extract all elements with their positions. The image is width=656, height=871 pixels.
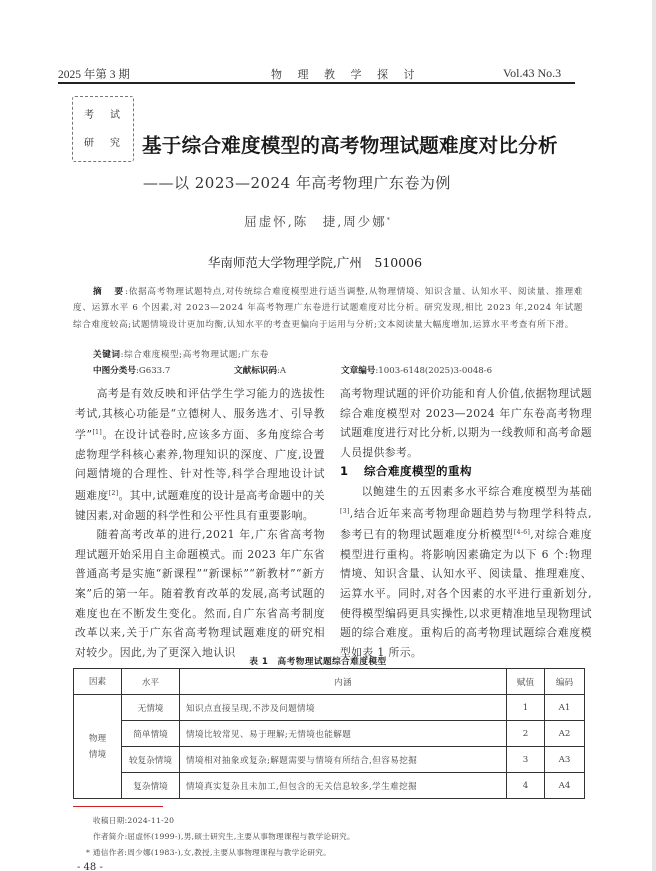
column-tag-char: 试: [110, 110, 120, 121]
header-cell: 因素: [74, 669, 122, 695]
header-divider: [58, 82, 575, 84]
level-cell: 较复杂情境: [122, 747, 180, 773]
page-edge-strip: [652, 0, 656, 871]
doc-code: [234, 364, 286, 376]
abstract-text: :依据高考物理试题特点,对传统综合难度模型进行适当调整,从物理情境、知识含量、认知水平、阅读量、推理难度、运算水平 6 个因素,对 2023—2024 年高考物理广东卷进行试题难度对比分析。研究发现,相比 2023 年,2024 年试题综合难度较高;试题情境设计更加均衡,认知水平的考查更偏向于运用与分析;文本阅读量大幅度增加,运算水平考查有所下滑。: [73, 287, 583, 330]
author-names: 屈虚怀,陈 捷,周少娜: [244, 214, 387, 229]
level-cell: 无情境: [122, 695, 180, 721]
abstract: [73, 284, 583, 333]
code-cell: A2: [545, 721, 585, 747]
body-left-column: [75, 384, 325, 662]
header-cell: 编码: [545, 669, 585, 695]
factor-cell: 物理 情境: [74, 695, 122, 799]
table-row: [74, 695, 585, 721]
authors: [0, 212, 656, 230]
paragraph: 随着高考改革的进行,2021 年,广东省高考物理试题开始采用自主命题模式。而 2023 年广东省普通高考是实施“新课程”“新课标”“新教材”“新方案”后的第一年。随着教育改革的发展,高考试题的难度也在不断发生变化。然而,自广东省高考制度改革以来,关于广东省高考物理试题难度的研究相对较少。因此,为了更深入地认识: [75, 528, 325, 659]
column-tag-char: 研: [84, 138, 94, 149]
table-row: [74, 747, 585, 773]
paragraph: 高考物理试题的评价功能和育人价值,依据物理试题综合难度模型对 2023—2024 年广东卷高考物理试题难度进行对比分析,以期为一线教师和高考命题人员提供参考。: [340, 387, 592, 459]
level-cell: 简单情境: [122, 721, 180, 747]
body-right-column: [340, 384, 592, 662]
table-row: [74, 773, 585, 799]
doc-code-value: :A: [276, 366, 287, 376]
desc-cell: 情境比较常见、易于理解;无情境也能解题: [180, 721, 507, 747]
clc-value: :G633.7: [135, 366, 171, 376]
article-number: [341, 364, 492, 376]
corresponding-mark: *: [386, 217, 392, 224]
header-cell: 内涵: [180, 669, 507, 695]
keywords-label: 关键词: [93, 350, 121, 360]
citation-link[interactable]: [4-6]: [513, 529, 531, 537]
clc-number: [93, 364, 170, 376]
received-date: 收稿日期:2024-11-20: [93, 816, 175, 825]
value-cell: 2: [507, 721, 545, 747]
column-tag: [72, 96, 134, 162]
level-cell: 复杂情境: [122, 773, 180, 799]
citation-link[interactable]: [2]: [108, 489, 119, 497]
table-caption: 表 1 高考物理试题综合难度模型: [249, 657, 387, 667]
header-cell: 水平: [122, 669, 180, 695]
header-cell: 赋值: [507, 669, 545, 695]
section-heading: [340, 462, 592, 482]
article-title: 基于综合难度模型的高考物理试题难度对比分析: [142, 134, 558, 157]
difficulty-model-table: [73, 668, 585, 799]
code-cell: A3: [545, 747, 585, 773]
desc-cell: 情境相对抽象或复杂;解题需要与情境有所结合,但容易挖掘: [180, 747, 507, 773]
column-tag-char: 考: [84, 110, 94, 121]
doc-code-label: 文献标识码: [234, 366, 277, 376]
footnote-divider: [73, 806, 163, 807]
citation-link[interactable]: [1]: [92, 429, 103, 437]
citation-link[interactable]: [3]: [340, 507, 350, 515]
value-cell: 3: [507, 747, 545, 773]
article-subtitle: ——以 2023—2024 年高考物理广东卷为例: [143, 174, 451, 192]
clc-label: 中图分类号: [93, 366, 136, 376]
value-cell: 1: [507, 695, 545, 721]
affiliation: 华南师范大学物理学院,广州 510006: [207, 255, 423, 270]
volume-label: Vol.43 No.3: [503, 66, 562, 80]
running-header: [58, 64, 562, 84]
table-header-row: [74, 669, 585, 695]
code-cell: A4: [545, 773, 585, 799]
section-title: 综合难度模型的重构: [364, 464, 472, 479]
article-number-label: 文章编号: [341, 366, 376, 376]
code-cell: A1: [545, 695, 585, 721]
column-tag-char: 究: [110, 138, 120, 149]
issue-label: 2025 年第 3 期: [58, 69, 130, 81]
decorative-frame-icon: [72, 96, 134, 162]
paragraph: 以鲍建生的五因素多水平综合难度模型为基础[3],结合近年来高考物理命题趋势与物理学科特点,参考已有的物理试题难度分析模型[4-6],对综合难度模型进行重构。将影响因素确定为以下 6 个:物理情境、知识含量、认知水平、阅读量、推理难度、运算水平。同时,对各个因素的水平进行重新划分,使得模型编码更具实操性,以求更精准地呈现物理试题的综合难度。重构后的高考物理试题综合难度模型如表 1 所示。: [340, 484, 592, 659]
keywords-text: :综合难度模型;高考物理试题;广东卷: [120, 350, 269, 360]
abstract-label: 摘 要: [93, 287, 126, 297]
page-number: - 48 -: [77, 862, 103, 871]
paragraph: 高考是有效反映和评估学生学习能力的选拔性考试,其核心功能是“立德树人、服务选才、引导教学”[1]。在设计试卷时,应该多方面、多角度综合考虑物理学科核心素养,物理知识的深度、广度,设置问题情境的合理性、针对性等,科学合理地设计试题难度[2]。其中,试题难度的设计是高考命题中的关键因素,对命题的科学性和公平性具有重要影响。: [75, 387, 326, 522]
table-row: [74, 721, 585, 747]
journal-name: 物 理 教 学 探 讨: [271, 68, 421, 81]
desc-cell: 情境真实复杂且未加工,但包含的无关信息较多,学生难挖掘: [180, 773, 507, 799]
keywords: [93, 348, 269, 360]
section-number: 1: [340, 464, 349, 479]
corresponding-author: * 通信作者:周少娜(1983-),女,教授,主要从事物理课程与教学论研究。: [86, 848, 332, 857]
desc-cell: 知识点直接呈现,不涉及问题情境: [180, 695, 507, 721]
value-cell: 4: [507, 773, 545, 799]
author-bio: 作者简介:屈虚怀(1999-),男,硕士研究生,主要从事物理课程与教学论研究。: [93, 832, 355, 841]
article-number-value: :1003-6148(2025)3-0048-6: [375, 366, 493, 376]
